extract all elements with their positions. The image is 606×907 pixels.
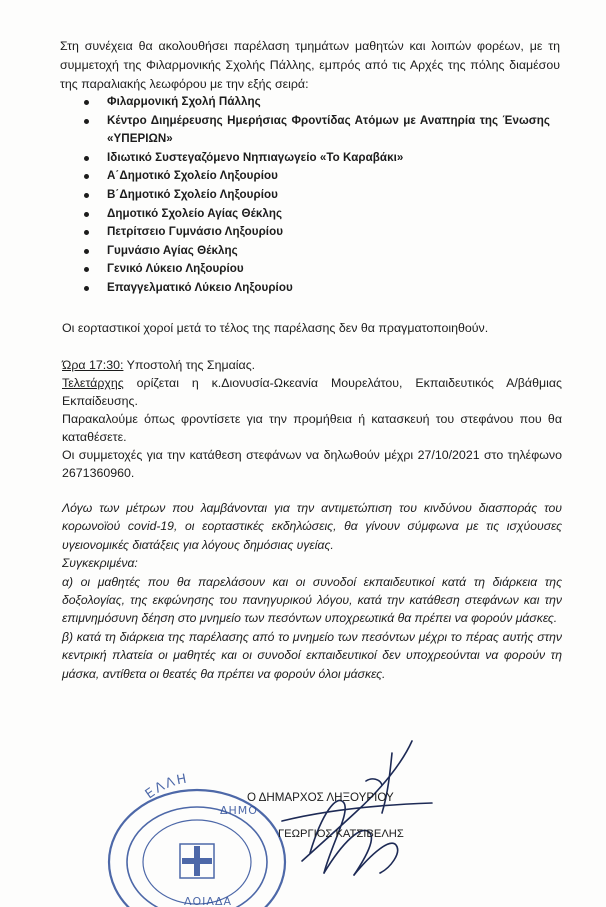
bullet-icon (84, 174, 89, 179)
declaration-notice: Οι συμμετοχές για την κατάθεση στεφάνων να δηλωθούν μέχρι 27/10/2021 στο τηλέφωνο 2671360960. (62, 448, 562, 480)
bullet-icon (84, 267, 89, 272)
point-a: α) οι μαθητές που θα παρελάσουν και οι συνοδοί εκπαιδευτικοί κατά τη διάρκεια της δοξολογίας, της εκφώνησης του πανηγυρικού λόγου, κατά την κατάθεση στεφάνων και την επιμνημόσυνη δέηση στο μνημείο των πεσόντων υποχρεωτικά θα πρέπει να φορούν μάσκες. (62, 574, 562, 626)
specifically-label: Συγκεκριμένα: (62, 556, 138, 571)
mayor-title: Ο ΔΗΜΑΡΧΟΣ ΛΗΞΟΥΡΙΟΥ (247, 791, 394, 804)
covid-measures (62, 499, 562, 683)
cross-emblem-icon (180, 844, 214, 878)
covid-paragraph: Λόγω των μέτρων που λαμβάνονται για την αντιμετώπιση του κινδύνου διασποράς του κορωνοϊού covid-19, οι εορταστικές εκδηλώσεις, θα γίνουν σύμφωνα με τις ισχύουσες υγειονομικές διατάξεις για λόγους δημόσιας υγείας. (62, 501, 562, 552)
bullet-icon (84, 193, 89, 198)
list-item: Ιδιωτικό Συστεγαζόμενο Νηπιαγωγείο «Το Καραβάκι» (84, 149, 560, 168)
signature-scribble-icon (262, 733, 442, 883)
time-text: Υποστολή της Σημαίας. (123, 358, 256, 372)
master-text: ορίζεται η κ.Διονυσία-Ωκεανία Μουρελάτου, Εκπαιδευτικός Α/βάθμιας Εκπαίδευσης. (62, 376, 562, 408)
list-item: Γενικό Λύκειο Ληξουρίου (84, 260, 560, 279)
master-of-ceremonies (62, 374, 562, 410)
bullet-icon (84, 230, 89, 235)
ceremony-details (62, 356, 562, 482)
flag-lowering-line (62, 356, 562, 374)
bullet-icon (84, 100, 89, 105)
list-item: Α΄Δημοτικό Σχολείο Ληξουρίου (84, 167, 560, 186)
bullet-icon (84, 119, 89, 124)
time-label: Ώρα 17:30: (62, 358, 124, 372)
bullet-icon (84, 249, 89, 254)
seal-text-bottom: ΛΟΙΑΔΑ (184, 895, 233, 907)
list-item: Δημοτικό Σχολείο Αγίας Θέκλης (84, 205, 560, 224)
master-label: Τελετάρχης (62, 376, 124, 390)
parade-order-list (84, 93, 560, 298)
svg-text:ΕΛΛΗ (143, 771, 190, 802)
bullet-icon (84, 156, 89, 161)
list-item: Β΄Δημοτικό Σχολείο Ληξουρίου (84, 186, 560, 205)
no-dances-notice: Οι εορταστικοί χοροί μετά το τέλος της παρέλασης δεν θα πραγματοποιηθούν. (62, 321, 489, 335)
list-item: Επαγγελματικό Λύκειο Ληξουρίου (84, 279, 560, 298)
list-item: Πετρίτσειο Γυμνάσιο Ληξουρίου (84, 223, 560, 242)
bullet-icon (84, 286, 89, 291)
seal-text-mid: ΔΗΜΟ (220, 804, 258, 817)
wreath-notice: Παρακαλούμε όπως φροντίσετε για την προμήθεια ή κατασκευή του στεφάνου που θα καταθέσετε. (62, 412, 562, 444)
bullet-icon (84, 212, 89, 217)
mayor-name: ΓΕΩΡΓΙΟΣ ΚΑΤΣΙΒΕΛΗΣ (278, 828, 404, 840)
intro-paragraph: Στη συνέχεια θα ακολουθήσει παρέλαση τμημάτων μαθητών και λοιπών φορέων, με τη συμμετοχή της Φιλαρμονικής Σχολής Πάλλης, εμπρός από τις Αρχές της πόλης διαμέσου της παραλιακής λεωφόρου με την εξής σειρά: (60, 39, 560, 91)
point-b: β) κατά τη διάρκεια της παρέλασης από το μνημείο των πεσόντων μέχρι το πέρας αυτής στην κεντρική πλατεία οι μαθητές και οι συνοδοί εκπαιδευτικοί δεν υποχρεούνται να φορούν τη μάσκα, αντίθετα οι θεατές θα πρέπει να φορούν όλοι μάσκες. (62, 629, 562, 681)
seal-text-top: ΕΛΛΗ (142, 771, 190, 803)
list-item: Φιλαρμονική Σχολή Πάλλης (84, 93, 560, 112)
list-item: Κέντρο Διημέρευσης Ημερήσιας Φροντίδας Ατόμων με Αναπηρία της Ένωσης «ΥΠΕΡΙΩΝ» (84, 112, 560, 149)
list-item: Γυμνάσιο Αγίας Θέκλης (84, 242, 560, 261)
